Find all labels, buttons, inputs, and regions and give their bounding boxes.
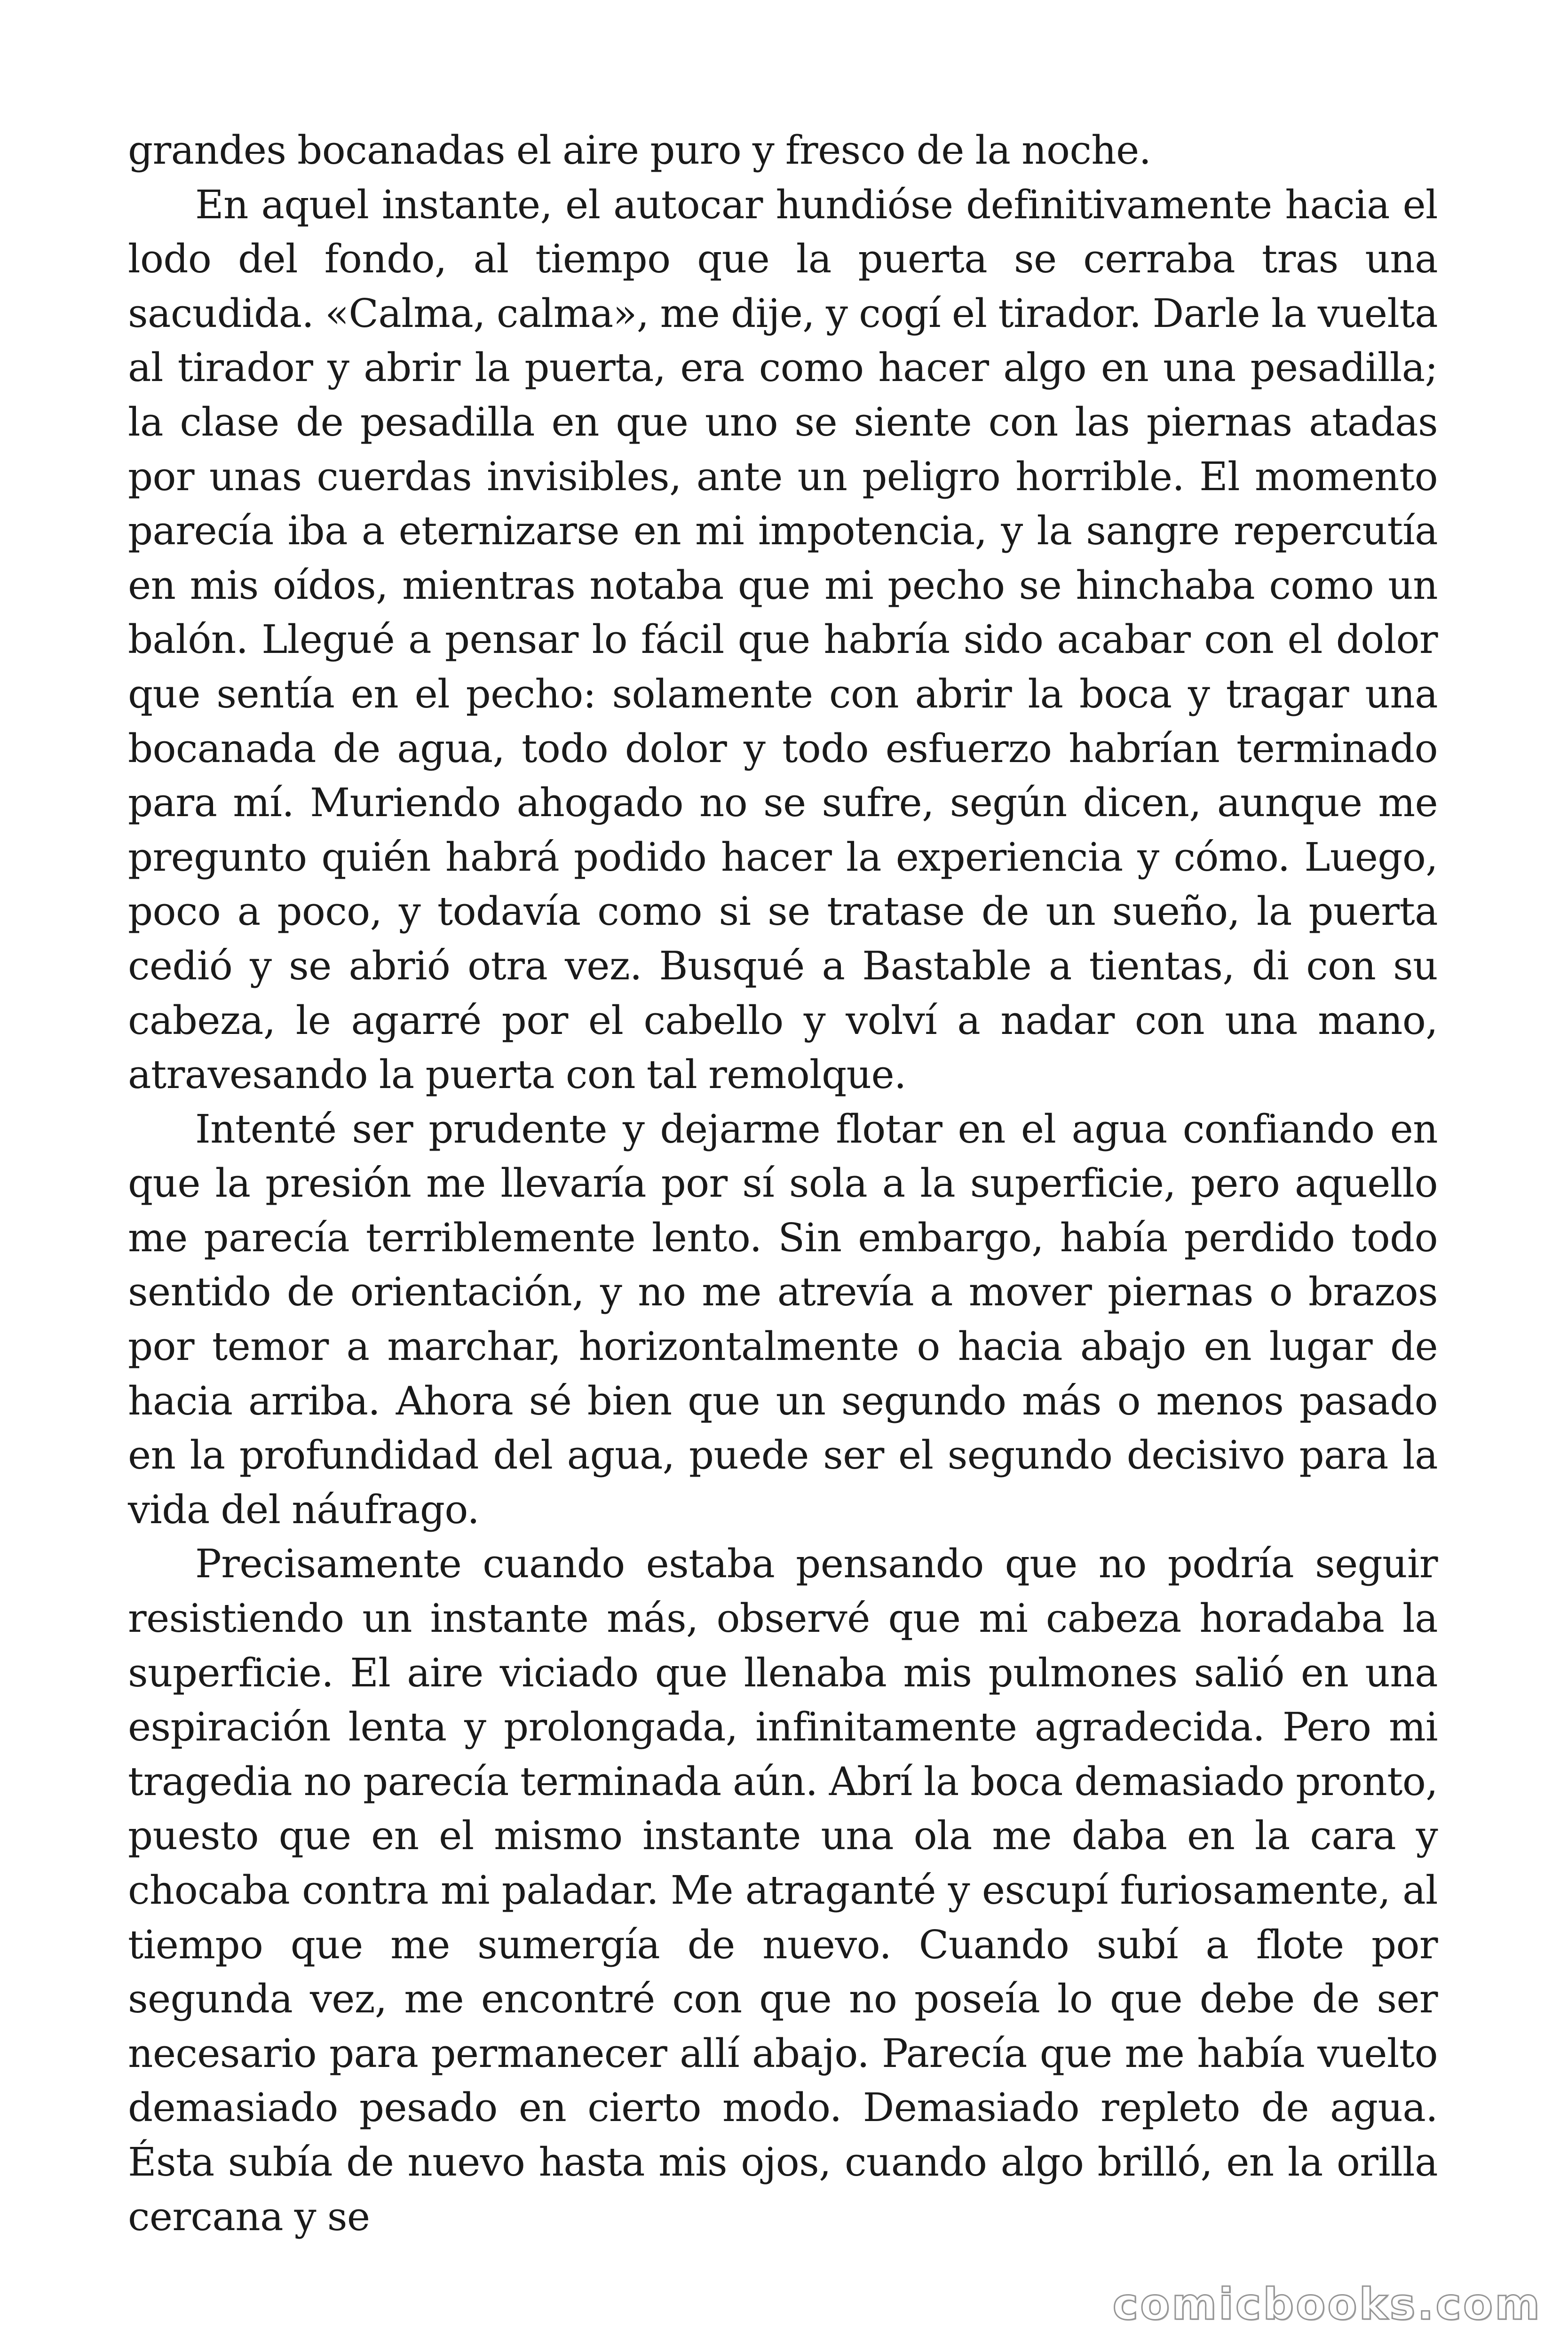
paragraph-2: En aquel instante, el autocar hundióse definitivamente hacia el lodo del fondo, al tiempo que la puerta se cerraba tras una sacudida. «Calma, calma», me dije, y cogí el tirador. Darle la vuelta al tirador y abrir la puerta, era como hacer algo en una pesadilla; la clase de pesadilla en que uno se siente con las piernas atadas por unas cuerdas invisibles, ante un peligro horrible. El momento parecía iba a eternizarse en mi impotencia, y la sangre repercutía en mis oídos, mientras notaba que mi pecho se hinchaba como un balón. Llegué a pensar lo fácil que habría sido acabar con el dolor que sentía en el pecho: solamente con abrir la boca y tragar una bocanada de agua, todo dolor y todo esfuerzo habrían terminado para mí. Muriendo ahogado no se sufre, según dicen, aunque me pregunto quién habrá podido hacer la experiencia y cómo. Luego, poco a poco, y todavía como si se tratase de un sueño, la puerta cedió y se abrió otra vez. Busqué a Bastable a tientas, di con su cabeza, le agarré por el cabello y volví a nadar con una mano, atravesando la puerta con tal remolque. bbox=[128, 182, 1438, 1098]
paragraph-4: Precisamente cuando estaba pensando que no podría seguir resistiendo un instante más, observé que mi cabeza horadaba la superficie. El aire viciado que llenaba mis pulmones salió en una espiración lenta y prolongada, infinitamente agradecida. Pero mi tragedia no parecía terminada aún. Abrí la boca demasiado pronto, puesto que en el mismo instante una ola me daba en la cara y chocaba contra mi paladar. Me atraganté y escupí furiosamente, al tiempo que me sumergía de nuevo. Cuando subí a flote por segunda vez, me encontré con que no poseía lo que debe de ser necesario para permanecer allí abajo. Parecía que me había vuelto demasiado pesado en cierto modo. Demasiado repleto de agua. Ésta subía de nuevo hasta mis ojos, cuando algo brilló, en la orilla cercana y se bbox=[128, 1541, 1438, 2240]
site-watermark: comicbooks.com bbox=[1112, 2279, 1542, 2329]
paragraph-3: Intenté ser prudente y dejarme flotar en el agua confiando en que la presión me llevaría por sí sola a la superficie, pero aquello me parecía terriblemente lento. Sin embargo, había perdido todo sentido de orientación, y no me atrevía a mover piernas o brazos por temor a marchar, horizontalmente o hacia abajo en lugar de hacia arriba. Ahora sé bien que un segundo más o menos pasado en la profundidad del agua, puede ser el segundo decisivo para la vida del náufrago. bbox=[128, 1106, 1438, 1533]
body-text bbox=[128, 123, 1438, 2244]
paragraph-1: grandes bocanadas el aire puro y fresco de la noche. bbox=[128, 127, 1151, 173]
